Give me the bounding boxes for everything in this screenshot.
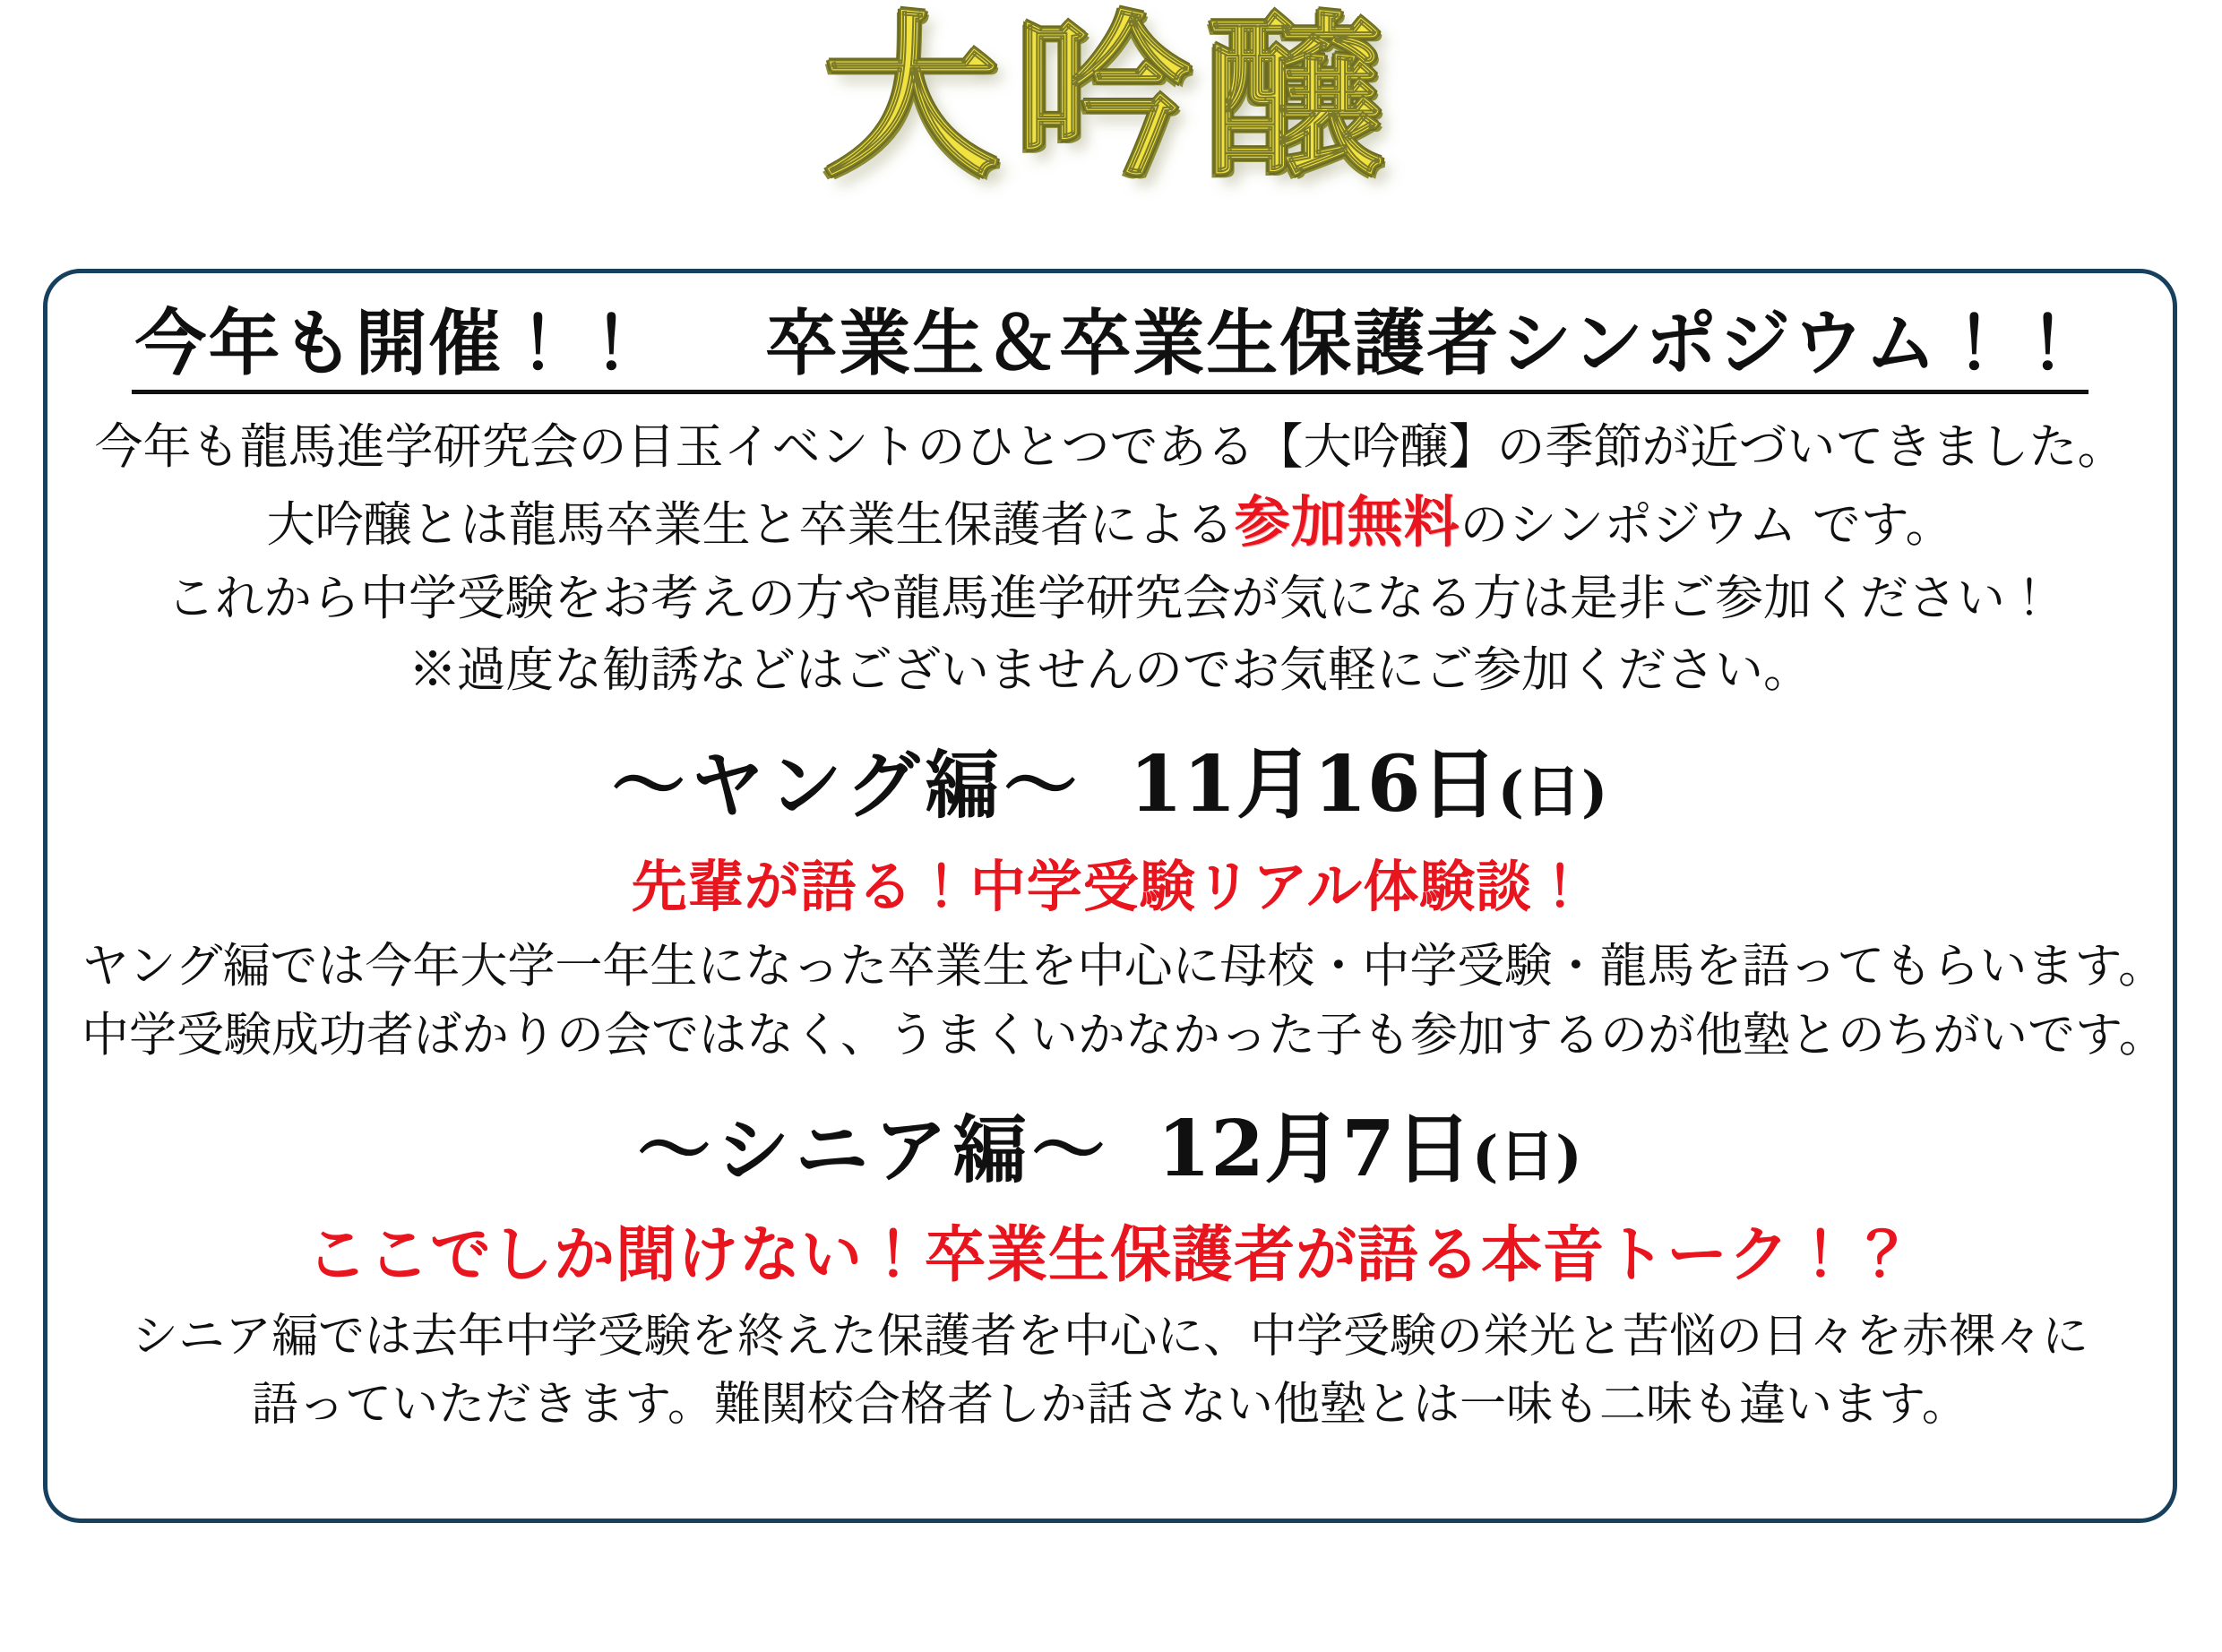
session-senior-subtitle: ここでしか聞けない！卒業生保護者が語る本音トーク！？: [306, 1219, 1914, 1292]
session-young-body-line-2: 中学受験成功者ばかりの会ではなく、うまくいかなかった子も参加するのが他塾とのちがいです。: [82, 1008, 2166, 1063]
session-young-header: [82, 722, 2139, 833]
intro-line-2-after: のシンポジウム です。: [1460, 496, 1954, 554]
session-young-date: 11月16日: [1129, 739, 1498, 830]
intro-line-4: ※過度な勧誘などはございませんのでお気軽にご参加ください。: [409, 641, 1812, 698]
intro-line-3: これから中学受験をお考えの方や龍馬進学研究会が気になる方は是非ご参加ください！: [167, 570, 2054, 627]
session-young-body-line-1: ヤング編では今年大学一年生になった卒業生を中心に母校・中学受験・龍馬を語ってもらいます。: [82, 939, 2166, 994]
poster-title-area: [0, 0, 2222, 231]
page-title: 大吟醸: [822, 0, 1399, 201]
headline-row: [82, 300, 2139, 394]
headline: [132, 300, 2089, 394]
intro-line-2: [82, 485, 2139, 560]
headline-part2: 卒業生＆卒業生保護者シンポジウム！！: [765, 301, 2086, 385]
session-senior-header: [82, 1087, 2139, 1198]
session-young-body: [82, 934, 2166, 1067]
free-participation-badge: 参加無料: [1234, 489, 1460, 555]
session-young-label: 〜ヤング編〜: [611, 743, 1083, 830]
headline-part1: 今年も開催！！: [134, 301, 650, 385]
session-senior-body-line-2: 語っていただきます。難関校合格者しか話さない他塾とは一味も二味も違います。: [252, 1377, 1968, 1432]
session-young-subtitle: 先輩が語る！中学受験リアル体験談！: [631, 854, 1589, 920]
session-senior-body-line-1: シニア編では去年中学受験を終えた保護者を中心に、中学受験の栄光と苦悩の日々を赤裸々に: [131, 1310, 2089, 1364]
session-young-dow: (日): [1497, 759, 1609, 825]
session-senior-date: 12月7日: [1157, 1104, 1472, 1195]
poster-content-box: [43, 269, 2177, 1523]
intro-line-1: 今年も龍馬進学研究会の目玉イベントのひとつである【大吟醸】の季節が近づいてきました。: [94, 417, 2126, 475]
session-senior-dow: (日): [1471, 1123, 1583, 1190]
intro-paragraph: [82, 414, 2139, 703]
session-senior-body: [82, 1306, 2139, 1436]
session-senior-label: 〜シニア編〜: [637, 1107, 1111, 1194]
intro-line-2-before: 大吟醸とは龍馬卒業生と卒業生保護者による: [266, 496, 1235, 554]
